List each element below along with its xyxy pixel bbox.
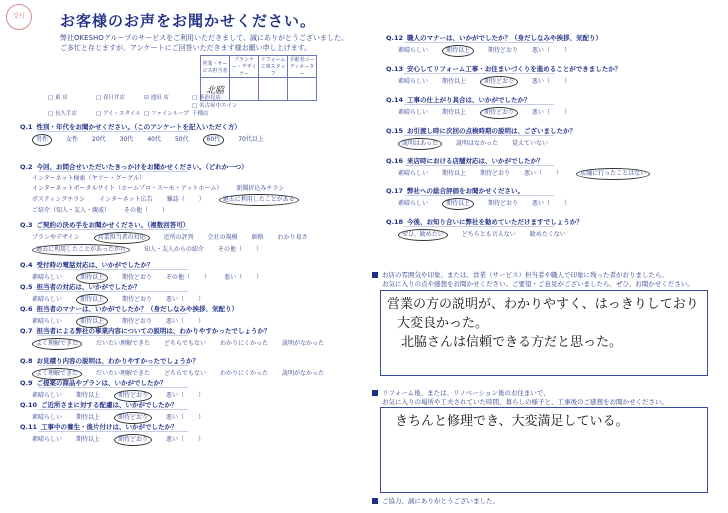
comment1-prompt-line: お店の雰囲気や印象、または、営業（サービス）担当者や職人で印象に残った者がおりましたら、 bbox=[382, 271, 668, 279]
question-text: 工事の仕上がり具合は、いかがでしたか？ bbox=[407, 96, 531, 104]
option-choice[interactable]: 近所の評判 bbox=[163, 234, 194, 241]
comment1-handwriting bbox=[387, 295, 699, 352]
option-choice[interactable]: 悪い（ bbox=[532, 78, 551, 85]
option-choice[interactable]: わかりにくかった bbox=[219, 370, 268, 377]
option-choice[interactable]: ） bbox=[198, 196, 205, 203]
question-options bbox=[398, 198, 584, 210]
option-choice[interactable]: わかりにくかった bbox=[219, 340, 268, 347]
option-choice[interactable]: 説明はあった bbox=[398, 138, 442, 150]
option-choice[interactable]: 期待どおり bbox=[480, 76, 518, 88]
question-options bbox=[32, 134, 278, 146]
option-choice[interactable]: その他（ bbox=[166, 274, 191, 281]
handwriting-line: きちんと修理でき、大変満足している。 bbox=[395, 414, 629, 429]
option-choice[interactable]: 70代以上 bbox=[238, 136, 264, 143]
option-choice[interactable]: 雑誌（ bbox=[166, 196, 185, 203]
option-choice[interactable]: ぜひ、勧めたい bbox=[398, 229, 448, 241]
option-choice[interactable]: 期待どおり bbox=[122, 318, 153, 325]
comment2-box[interactable] bbox=[380, 407, 708, 493]
question-text: お引渡し時に次回の点検時期の説明は、ございましたか？ bbox=[407, 127, 577, 135]
question-text: ご提案の商品やプランは、いかがでしたか？ bbox=[36, 379, 167, 387]
option-choice[interactable]: 素晴らしい bbox=[32, 274, 63, 281]
option-choice[interactable]: 悪い（ bbox=[532, 47, 551, 54]
comment2-prompt-line: リフォーム後、または、リノベーション後のお住まいで、 bbox=[382, 389, 550, 397]
question-text: 弊社への総合評価をお聞かせください。 bbox=[407, 187, 525, 195]
handwriting-line: 営業の方の説明が、わかりやすく、はっきりしており bbox=[387, 297, 699, 312]
option-choice[interactable]: 期待どおり bbox=[114, 434, 152, 446]
question-number: Q.2 bbox=[20, 163, 33, 171]
question-text: 性別・年代をお聞かせください。（このアンケートを記入いただく方） bbox=[36, 123, 241, 131]
question-q2 bbox=[20, 162, 248, 171]
option-choice[interactable]: ） bbox=[198, 436, 205, 443]
option-choice[interactable]: 素晴らしい bbox=[32, 414, 63, 421]
comment1-box[interactable] bbox=[380, 290, 708, 376]
question-q16 bbox=[386, 156, 544, 165]
question-options bbox=[398, 168, 664, 180]
question-underline bbox=[404, 42, 554, 43]
store-option[interactable]: ☑ 池田 店 bbox=[144, 95, 169, 101]
question-underline bbox=[404, 226, 554, 227]
option-choice[interactable]: よく理解できた bbox=[32, 338, 82, 350]
question-text: 受付時の電話対応は、いかがでしたか？ bbox=[36, 261, 154, 269]
option-choice[interactable]: ） bbox=[564, 200, 571, 207]
option-choice[interactable]: 悪い（ bbox=[166, 414, 185, 421]
option-choice[interactable]: 期待以上 bbox=[76, 272, 108, 284]
question-q17 bbox=[386, 186, 524, 195]
option-choice[interactable]: 期待以上 bbox=[76, 436, 101, 443]
question-text: ご契約の決め手をお聞かせください。（複数回答可） bbox=[36, 221, 190, 229]
question-underline bbox=[38, 171, 188, 172]
option-choice[interactable]: 素晴らしい bbox=[32, 392, 63, 399]
comment1-prompt-line: お気に入りの点や感想をお聞かせください。ご要望・ご意見がございましたら、ぜひ、お聞かせください。 bbox=[382, 280, 694, 288]
option-choice[interactable]: だいたい理解できた bbox=[96, 370, 151, 377]
option-choice[interactable]: 素晴らしい bbox=[398, 200, 429, 207]
option-choice[interactable]: 悪い（ bbox=[532, 109, 551, 116]
question-q18 bbox=[386, 217, 583, 226]
option-choice[interactable]: 悪い（ bbox=[166, 392, 185, 399]
option-choice[interactable]: ） bbox=[564, 47, 571, 54]
option-choice[interactable]: ） bbox=[198, 392, 205, 399]
question-options bbox=[32, 232, 352, 256]
staff-cell bbox=[259, 78, 288, 101]
option-choice[interactable]: 店舗に行ったことはない bbox=[576, 168, 650, 180]
staff-header: 手配者コーディネーター bbox=[289, 57, 315, 77]
option-choice[interactable]: ） bbox=[198, 414, 205, 421]
question-number: Q.1 bbox=[20, 123, 33, 131]
option-choice[interactable]: 過去に利用したことがあったから bbox=[32, 244, 130, 256]
thanks-note bbox=[372, 496, 499, 505]
staff-header: 営業・サービス担当者 bbox=[201, 56, 230, 78]
staff-header: プランナー・デザイナー bbox=[230, 56, 259, 78]
question-q11 bbox=[20, 422, 178, 431]
staff-cell bbox=[288, 78, 317, 101]
option-choice[interactable]: 説明はなかった bbox=[455, 140, 498, 147]
question-options bbox=[398, 45, 584, 57]
question-q13 bbox=[386, 64, 621, 73]
question-q9 bbox=[20, 378, 167, 387]
option-choice[interactable]: 説明がなかった bbox=[282, 370, 325, 377]
option-choice[interactable]: わかり易さ bbox=[277, 234, 308, 241]
question-number: Q.9 bbox=[20, 379, 33, 387]
store-option[interactable]: □ 春日井店 bbox=[96, 95, 125, 101]
option-choice[interactable]: 期待どおり bbox=[480, 170, 511, 177]
question-q12 bbox=[386, 33, 602, 42]
thanks-text: ご協力、誠にありがとうございました。 bbox=[382, 497, 499, 505]
question-q4 bbox=[20, 260, 154, 269]
question-text: お見積り内容の説明は、わかりやすかったでしょうか？ bbox=[36, 357, 200, 365]
question-text: ご近所さまに対する配慮は、いかがでしたか？ bbox=[41, 401, 178, 409]
option-choice[interactable]: インターネットポータルサイト（ホームプロ・スーモ・アットホーム） bbox=[32, 185, 223, 192]
option-choice[interactable]: 期待以上 bbox=[442, 198, 474, 210]
store-option[interactable]: □ 名古屋中エイン千種店 bbox=[192, 103, 238, 117]
question-number: Q.5 bbox=[20, 283, 33, 291]
option-choice[interactable]: 素晴らしい bbox=[398, 109, 429, 116]
option-choice[interactable]: 期待どおり bbox=[488, 47, 519, 54]
store-option[interactable]: □ 長久手店 bbox=[48, 111, 77, 117]
question-number: Q.7 bbox=[20, 327, 33, 335]
question-underline bbox=[404, 104, 554, 105]
question-underline bbox=[38, 387, 188, 388]
received-stamp: 受付 bbox=[6, 4, 32, 30]
option-choice[interactable]: 期待以上 bbox=[76, 392, 101, 399]
question-q1 bbox=[20, 122, 241, 131]
question-number: Q.4 bbox=[20, 261, 33, 269]
question-number: Q.10 bbox=[20, 401, 38, 409]
question-underline bbox=[38, 269, 188, 270]
question-text: 今回、お問合せいただいたきっかけをお聞かせください。（どれか一つ） bbox=[36, 163, 248, 171]
question-q10 bbox=[20, 400, 178, 409]
question-options bbox=[398, 138, 562, 150]
intro-line: 弊社OKESHOグループのサービスをご利用いただきまして、誠にありがとうございました。 bbox=[60, 34, 349, 42]
store-option[interactable]: □ アイ・スタイル bbox=[96, 111, 141, 117]
question-number: Q.12 bbox=[386, 34, 404, 42]
option-choice[interactable]: ） bbox=[255, 246, 262, 253]
option-choice[interactable]: 素晴らしい bbox=[32, 296, 63, 303]
question-underline bbox=[38, 409, 188, 410]
question-number: Q.14 bbox=[386, 96, 404, 104]
store-option[interactable]: □ 多治見店 bbox=[192, 95, 221, 101]
question-options bbox=[398, 76, 584, 88]
bullet-icon bbox=[372, 498, 378, 504]
option-choice[interactable]: 悪い（ bbox=[224, 274, 243, 281]
option-choice[interactable]: 期待どおり bbox=[122, 296, 153, 303]
question-text: 今後、お知り合いに弊社を勧めていただけますでしょうか？ bbox=[407, 218, 583, 226]
option-choice[interactable]: 営業担当者の対応 bbox=[94, 232, 150, 244]
option-choice[interactable]: 女性 bbox=[66, 136, 79, 143]
option-choice[interactable]: どちらでもない bbox=[164, 370, 206, 377]
comment1-prompt bbox=[372, 271, 712, 289]
question-text: 来店時における店舗対応は、いかがでしたか？ bbox=[407, 157, 544, 165]
question-number: Q.16 bbox=[386, 157, 404, 165]
option-choice[interactable]: 30代 bbox=[119, 136, 134, 143]
question-number: Q.6 bbox=[20, 305, 33, 313]
question-number: Q.18 bbox=[386, 218, 404, 226]
question-underline bbox=[38, 431, 188, 432]
option-choice[interactable]: インターネット広告 bbox=[99, 196, 153, 203]
question-text: 担当者のマナーは、いかがでしたか？（身だしなみや挨拶、気配り） bbox=[36, 305, 239, 313]
option-choice[interactable]: 素晴らしい bbox=[32, 436, 63, 443]
option-choice[interactable]: だいたい理解できた bbox=[96, 340, 151, 347]
question-q7 bbox=[20, 326, 270, 335]
question-number: Q.11 bbox=[20, 423, 38, 431]
question-number: Q.13 bbox=[386, 65, 404, 73]
option-choice[interactable]: 期待以上 bbox=[76, 294, 108, 306]
store-row bbox=[48, 94, 240, 102]
question-underline bbox=[38, 131, 188, 132]
option-choice[interactable]: ） bbox=[564, 78, 571, 85]
question-underline bbox=[404, 165, 554, 166]
option-choice[interactable]: その他（ bbox=[217, 246, 242, 253]
option-choice[interactable]: 会社の規模 bbox=[207, 234, 238, 241]
question-number: Q.3 bbox=[20, 221, 33, 229]
option-choice[interactable]: ） bbox=[564, 109, 571, 116]
question-number: Q.8 bbox=[20, 357, 33, 365]
intro-text bbox=[60, 33, 348, 53]
question-number: Q.17 bbox=[386, 187, 404, 195]
question-underline bbox=[38, 229, 188, 230]
intro-line: ご多忙と存じますが、アンケートにご回答いただきます様お願い申し上げます。 bbox=[60, 44, 312, 52]
question-text: 担当者による弊社の事業内容についての説明は、わかりやすかったでしょうか？ bbox=[36, 327, 271, 335]
option-choice[interactable]: 50代 bbox=[174, 136, 189, 143]
option-choice[interactable]: 期待どおり bbox=[480, 107, 518, 119]
question-underline bbox=[38, 335, 188, 336]
comment2-prompt-line: お気に入りの場所や工夫されていた時間、暮らしの様子と、工事後のご感想をお聞かせください。 bbox=[382, 398, 668, 406]
question-underline bbox=[38, 313, 188, 314]
option-choice[interactable]: 素晴らしい bbox=[398, 47, 429, 54]
option-choice[interactable]: 期待以上 bbox=[442, 45, 474, 57]
comment2-handwriting bbox=[395, 412, 628, 431]
option-choice[interactable]: プランやデザイン bbox=[32, 234, 80, 241]
question-q15 bbox=[386, 126, 576, 135]
option-choice[interactable]: ） bbox=[204, 274, 211, 281]
question-options bbox=[32, 338, 338, 350]
question-text: 工事中の養生・後片付けは、いかがでしたか？ bbox=[41, 423, 178, 431]
option-choice[interactable]: ） bbox=[256, 274, 263, 281]
option-choice[interactable]: 素晴らしい bbox=[32, 318, 63, 325]
option-choice[interactable]: 素晴らしい bbox=[398, 78, 429, 85]
option-choice[interactable]: 20代 bbox=[92, 136, 106, 143]
question-q6 bbox=[20, 304, 238, 313]
option-choice[interactable]: どちらでもない bbox=[164, 340, 206, 347]
option-choice[interactable]: 40代 bbox=[147, 136, 161, 143]
question-underline bbox=[404, 73, 554, 74]
store-option[interactable]: □ 東 店 bbox=[48, 95, 68, 101]
question-options bbox=[32, 434, 218, 446]
option-choice[interactable]: ） bbox=[198, 318, 205, 325]
question-text: 安心してリフォーム工事・お住まいづくりを進めることができましたか？ bbox=[407, 65, 622, 73]
option-choice[interactable]: 価格 bbox=[251, 234, 264, 241]
option-choice[interactable]: 期待以上 bbox=[442, 78, 467, 85]
store-row bbox=[48, 102, 240, 118]
bullet-icon bbox=[372, 390, 378, 396]
option-choice[interactable]: ポスティングチラシ bbox=[32, 196, 86, 203]
question-number: Q.15 bbox=[386, 127, 404, 135]
option-choice[interactable]: 悪い（ bbox=[166, 318, 185, 325]
option-choice[interactable]: 期待どおり bbox=[114, 390, 152, 402]
question-underline bbox=[404, 135, 554, 136]
option-choice[interactable]: 悪い（ bbox=[166, 296, 185, 303]
option-choice[interactable]: 過去に利用したことがある bbox=[219, 194, 299, 206]
option-choice[interactable]: 期待以上 bbox=[76, 316, 108, 328]
question-underline bbox=[38, 291, 188, 292]
option-choice[interactable]: 新聞折込みチラシ bbox=[236, 185, 285, 192]
handwriting-line: 北脇さんは信頼できる方だと思った。 bbox=[401, 335, 623, 350]
question-q8 bbox=[20, 356, 199, 365]
question-options bbox=[398, 107, 584, 119]
option-choice[interactable]: ） bbox=[162, 207, 169, 214]
store-checklist bbox=[48, 94, 240, 118]
option-choice[interactable]: 悪い（ bbox=[524, 170, 543, 177]
option-choice[interactable]: どちらとも言えない bbox=[461, 231, 516, 238]
page-title: お客様のお声をお聞かせください。 bbox=[60, 12, 317, 30]
option-choice[interactable]: 期待どおり bbox=[122, 274, 153, 281]
question-underline bbox=[38, 365, 188, 366]
option-choice[interactable]: 期待どおり bbox=[114, 412, 152, 424]
option-choice[interactable]: 期待以上 bbox=[442, 109, 467, 116]
question-text: 職人のマナーは、いかがでしたか？（身だしなみや挨拶、気配り） bbox=[407, 34, 603, 42]
option-choice[interactable]: 説明がなかった bbox=[282, 340, 325, 347]
option-choice[interactable]: ） bbox=[556, 170, 563, 177]
option-choice[interactable]: 期待どおり bbox=[488, 200, 519, 207]
option-choice[interactable]: 勧めたくない bbox=[529, 231, 566, 238]
option-choice[interactable]: 素晴らしい bbox=[398, 170, 429, 177]
question-q5 bbox=[20, 282, 141, 291]
option-choice[interactable]: 期待以上 bbox=[442, 170, 467, 177]
option-choice[interactable]: 60代 bbox=[203, 134, 225, 146]
option-choice[interactable]: 期待以上 bbox=[76, 414, 101, 421]
option-choice[interactable]: 男性 bbox=[32, 134, 52, 146]
option-choice[interactable]: ご紹介（知人・友人・親戚） bbox=[32, 207, 111, 214]
question-options bbox=[398, 229, 580, 241]
comment2-prompt bbox=[372, 389, 712, 407]
signature-text: 北脇 bbox=[205, 85, 224, 96]
option-choice[interactable]: 知人・友人からの紹介 bbox=[143, 246, 204, 253]
bullet-icon bbox=[372, 272, 378, 278]
question-options bbox=[32, 174, 352, 216]
option-choice[interactable]: 覚えていない bbox=[511, 140, 548, 147]
store-option[interactable]: □ ファインループ bbox=[144, 111, 189, 117]
staff-header: リフォーム工事スタッフ bbox=[260, 57, 286, 77]
question-q3 bbox=[20, 220, 189, 229]
question-underline bbox=[404, 195, 554, 196]
handwriting-line: 大変良かった。 bbox=[397, 316, 489, 331]
option-choice[interactable]: インターネット検索（ヤフー・グーグル） bbox=[32, 175, 146, 182]
question-q14 bbox=[386, 95, 531, 104]
option-choice[interactable]: 悪い（ bbox=[166, 436, 185, 443]
option-choice[interactable]: その他（ bbox=[124, 207, 149, 214]
option-choice[interactable]: よく理解できた bbox=[32, 368, 82, 380]
option-choice[interactable]: 悪い（ bbox=[532, 200, 551, 207]
option-choice[interactable]: ） bbox=[198, 296, 205, 303]
question-text: 担当者の対応は、いかがでしたか？ bbox=[36, 283, 141, 291]
